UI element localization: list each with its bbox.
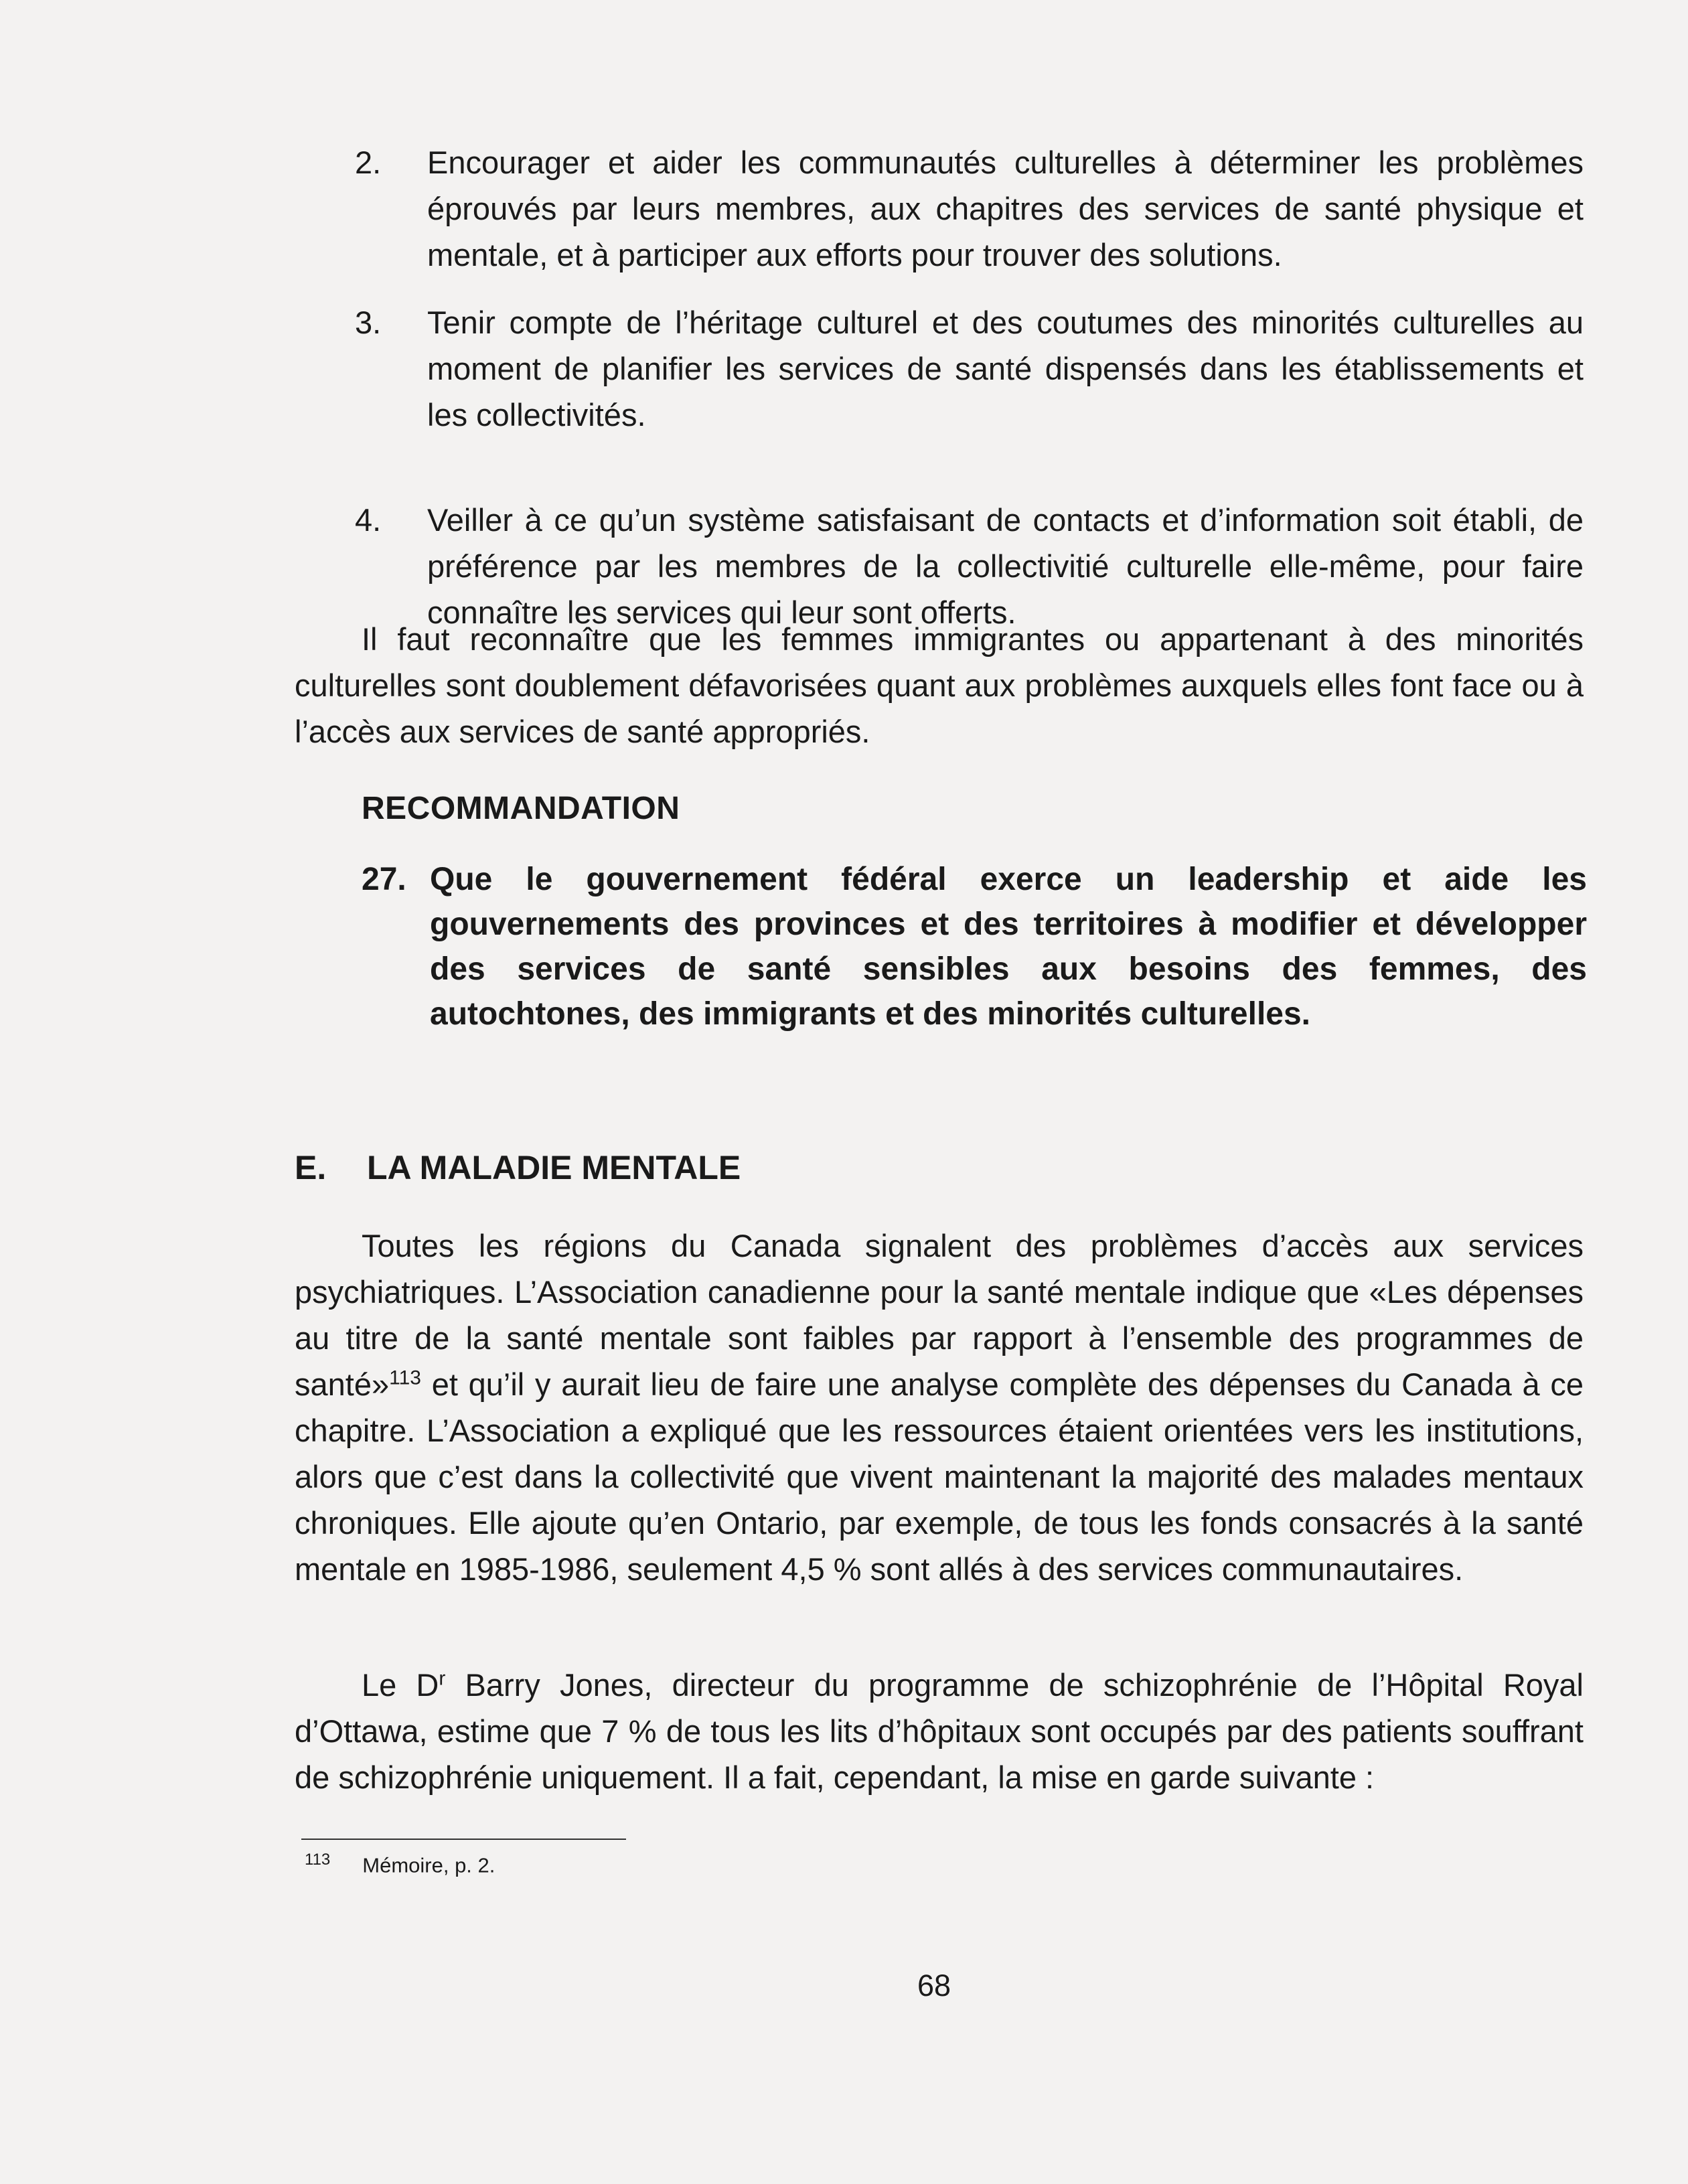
list-text: Encourager et aider les communautés culturelles à déterminer les problèmes éprouvés par leurs membres, aux chapitres des services de santé physique et mentale, et à participer aux efforts pour trouver des solutions. bbox=[427, 145, 1584, 272]
paragraph-women bbox=[295, 616, 1584, 755]
list-text: Tenir compte de l’héritage culturel et des coutumes des minorités culturelles au moment de planifier les services de santé dispensés dans les établissements et les collectivités. bbox=[427, 305, 1584, 433]
paragraph-jones bbox=[295, 1662, 1584, 1800]
list-text: Veiller à ce qu’un système satisfaisant de contacts et d’information soit établi, de préférence par les membres de la collectivitié culturelle elle-même, pour faire connaître les services qui leur sont offerts. bbox=[427, 502, 1584, 630]
recommendation-27 bbox=[362, 857, 1587, 1036]
list-item-4 bbox=[355, 497, 1584, 635]
footnote-113 bbox=[305, 1851, 495, 1877]
paragraph-mental-text-b: et qu’il y aurait lieu de faire une analyse complète des dépenses du Canada à ce chapitre. L’Association a expliqué que les ressources étaient orientées vers les institutions, alors que c’est dans la collectivité que vivent maintenant la majorité des malades mentaux chroniques. Elle ajoute qu’en Ontario, par exemple, de tous les fonds consacrés à la santé mentale en 1985-1986, seulement 4,5 % sont allés à des services communautaires. bbox=[295, 1367, 1584, 1587]
list-number: 4. bbox=[355, 502, 382, 538]
list-number: 3. bbox=[355, 305, 382, 340]
recommendation-heading: RECOMMANDATION bbox=[362, 791, 680, 826]
footnote-ref-113: 113 bbox=[389, 1367, 421, 1389]
footnote-divider bbox=[301, 1839, 626, 1840]
paragraph-jones-text-a: Le D bbox=[362, 1667, 439, 1703]
section-title: LA MALADIE MENTALE bbox=[367, 1149, 741, 1186]
paragraph-women-text: Il faut reconnaître que les femmes immigrantes ou appartenant à des minorités culturelles sont doublement défavorisées quant aux problèmes auxquels elles font face ou à l’accès aux services de santé appropriés. bbox=[295, 621, 1584, 749]
recommendation-number: 27. bbox=[362, 862, 406, 897]
list-number: 2. bbox=[355, 145, 382, 180]
paragraph-mental-text-a: Toutes les régions du Canada signalent des problèmes d’accès aux services psychiatriques. L’Association canadienne pour la santé mentale indique que «Les dépenses au titre de la santé mentale sont faibles par rapport à l’ensemble des programmes de santé» bbox=[295, 1228, 1584, 1402]
paragraph-mental-health bbox=[295, 1223, 1584, 1592]
section-heading bbox=[295, 1148, 741, 1187]
list-item-2 bbox=[355, 139, 1584, 278]
page-number: 68 bbox=[917, 1968, 951, 2003]
footnote-number: 113 bbox=[305, 1851, 331, 1869]
recommendation-text: Que le gouvernement fédéral exerce un leadership et aide les gouvernements des provinces et des territoires à modifier et développer des services de santé sensibles aux besoins des femmes, des autochtones, des immigrants et des minorités culturelles. bbox=[430, 862, 1587, 1032]
list-item-3 bbox=[355, 299, 1584, 438]
superscript-r: r bbox=[439, 1667, 446, 1690]
section-letter: E. bbox=[295, 1149, 327, 1186]
paragraph-jones-text-b: Barry Jones, directeur du programme de schizophrénie de l’Hôpital Royal d’Ottawa, estime que 7 % de tous les lits d’hôpitaux sont occupés par des patients souffrant de schizophrénie uniquement. Il a fait, cependant, la mise en garde suivante : bbox=[295, 1667, 1584, 1795]
footnote-text: Mémoire, p. 2. bbox=[362, 1853, 495, 1877]
